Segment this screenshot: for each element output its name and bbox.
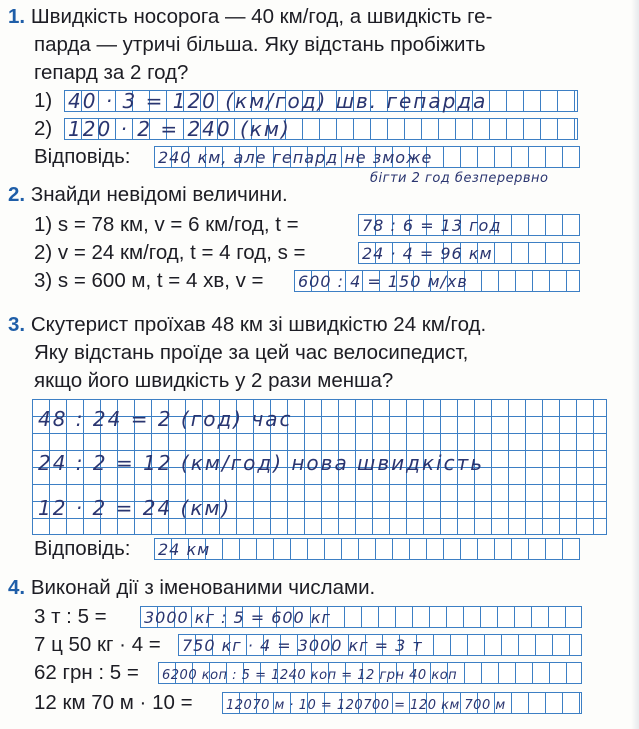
task4-item1-label: 3 т : 5 = bbox=[34, 605, 107, 628]
task2-item3-label: 3) s = 600 м, t = 4 хв, v = bbox=[34, 269, 264, 292]
task4-item2-answer: 750 кг · 4 = 3000 кг = 3 т bbox=[182, 636, 423, 655]
task3-answer-label: Відповідь: bbox=[34, 537, 131, 560]
task1-step1-label: 1) bbox=[34, 89, 53, 112]
task4-item1-answer: 3000 кг : 5 = 600 кг bbox=[144, 608, 331, 627]
task3-text-1: Скутерист проїхав 48 км зі швидкістю 24 км/год. bbox=[30, 313, 487, 336]
task2-number: 2. bbox=[8, 183, 26, 206]
task1-text-1: Швидкість носорога — 40 км/год, а швидкість ге- bbox=[30, 5, 493, 28]
task1-step1-answer: 40 · 3 = 120 (км/год) шв. гепарда bbox=[68, 89, 488, 113]
task4-item3-label: 62 грн : 5 = bbox=[34, 661, 139, 684]
task1-text-3: гепард за 2 год? bbox=[34, 61, 189, 84]
task3-text-2: Яку відстань проїде за цей час велосипедист, bbox=[34, 341, 469, 364]
task1-answer-text: 240 км, але гепард не зможе bbox=[158, 148, 433, 167]
task4-title: Виконай дії з іменованими числами. bbox=[30, 576, 376, 599]
task2-item1-label: 1) s = 78 км, v = 6 км/год, t = bbox=[34, 213, 299, 236]
task4-item4-answer: 12070 м · 10 = 120700 = 120 км 700 м bbox=[226, 698, 506, 713]
task4-title-line bbox=[8, 575, 375, 601]
task3-answer-cells bbox=[154, 538, 580, 560]
task1-answer-label: Відповідь: bbox=[34, 145, 131, 168]
task2-item2-label: 2) v = 24 км/год, t = 4 год, s = bbox=[34, 241, 306, 264]
task3-line-1 bbox=[8, 312, 486, 338]
task2-item1-answer: 78 : 6 = 13 год bbox=[362, 216, 502, 235]
page-edge-shadow bbox=[631, 0, 639, 729]
task3-work-line-3: 12 · 2 = 24 (км) bbox=[38, 496, 232, 520]
task3-text-3: якщо його швидкість у 2 рази менша? bbox=[34, 369, 394, 392]
task3-work-line-1: 48 : 24 = 2 (год) час bbox=[38, 407, 293, 431]
task1-answer-text2: бігти 2 год безперервно bbox=[370, 171, 549, 186]
task2-title: Знайди невідомі величини. bbox=[30, 183, 288, 206]
task1-number: 1. bbox=[8, 5, 26, 28]
task2-item3-answer: 600 : 4 = 150 м/хв bbox=[298, 272, 468, 291]
task4-item2-label: 7 ц 50 кг · 4 = bbox=[34, 633, 161, 656]
task1-line-1 bbox=[8, 4, 492, 30]
task4-item4-label: 12 км 70 м · 10 = bbox=[34, 691, 193, 714]
task4-item3-answer: 6200 коп : 5 = 1240 коп = 12 грн 40 коп bbox=[162, 668, 458, 683]
task2-item2-answer: 24 · 4 = 96 км bbox=[362, 244, 493, 263]
task3-work-line-2: 24 : 2 = 12 (км/год) нова швидкість bbox=[38, 451, 485, 475]
task3-number: 3. bbox=[8, 313, 26, 336]
task1-step2-label: 2) bbox=[34, 117, 53, 140]
task2-title-line bbox=[8, 182, 288, 208]
task4-number: 4. bbox=[8, 576, 26, 599]
task3-answer-text: 24 км bbox=[158, 540, 211, 559]
task1-step2-answer: 120 · 2 = 240 (км) bbox=[68, 117, 291, 141]
task1-text-2: парда — утричі більша. Яку відстань пробіжить bbox=[34, 33, 486, 56]
